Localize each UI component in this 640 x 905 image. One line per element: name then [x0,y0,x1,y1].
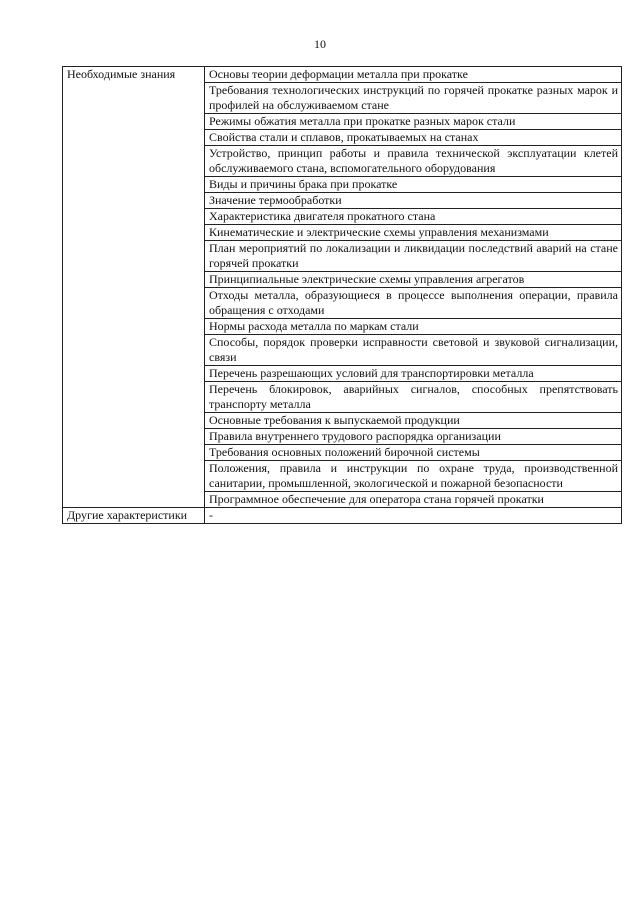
knowledge-item: План мероприятий по локализации и ликвидации последствий аварий на стане горячей прокатки [205,241,622,272]
knowledge-item: Кинематические и электрические схемы управления механизмами [205,225,622,241]
knowledge-item: Режимы обжатия металла при прокатке разных марок стали [205,114,622,130]
row-label: Необходимые знания [63,67,205,508]
knowledge-item: Характеристика двигателя прокатного стана [205,209,622,225]
knowledge-item: Нормы расхода металла по маркам стали [205,319,622,335]
qualification-table [62,66,622,524]
knowledge-item: Основные требования к выпускаемой продукции [205,413,622,429]
knowledge-item: Значение термообработки [205,193,622,209]
knowledge-item: Перечень блокировок, аварийных сигналов, способных препятствовать транспорту металла [205,382,622,413]
row-label: Другие характеристики [63,508,205,524]
knowledge-item: Перечень разрешающих условий для транспортировки металла [205,366,622,382]
knowledge-item: Способы, порядок проверки исправности световой и звуковой сигнализации, связи [205,335,622,366]
knowledge-item: Виды и причины брака при прокатке [205,177,622,193]
knowledge-item: Основы теории деформации металла при прокатке [205,67,622,83]
knowledge-item: Правила внутреннего трудового распорядка организации [205,429,622,445]
table-row [63,508,622,524]
page-number: 10 [314,37,326,51]
knowledge-item: Положения, правила и инструкции по охране труда, производственной санитарии, промышленной, экологической и пожарной безопасности [205,461,622,492]
knowledge-item: Устройство, принцип работы и правила технической эксплуатации клетей обслуживаемого стана, вспомогательного оборудования [205,146,622,177]
knowledge-item: - [205,508,622,524]
knowledge-item: Программное обеспечение для оператора стана горячей прокатки [205,492,622,508]
knowledge-item: Свойства стали и сплавов, прокатываемых на станах [205,130,622,146]
table-body [63,67,622,524]
knowledge-item: Отходы металла, образующиеся в процессе выполнения операции, правила обращения с отходами [205,288,622,319]
knowledge-item: Требования технологических инструкций по горячей прокатке разных марок и профилей на обслуживаемом стане [205,83,622,114]
knowledge-item: Требования основных положений бирочной системы [205,445,622,461]
knowledge-item: Принципиальные электрические схемы управления агрегатов [205,272,622,288]
table-row [63,67,622,83]
